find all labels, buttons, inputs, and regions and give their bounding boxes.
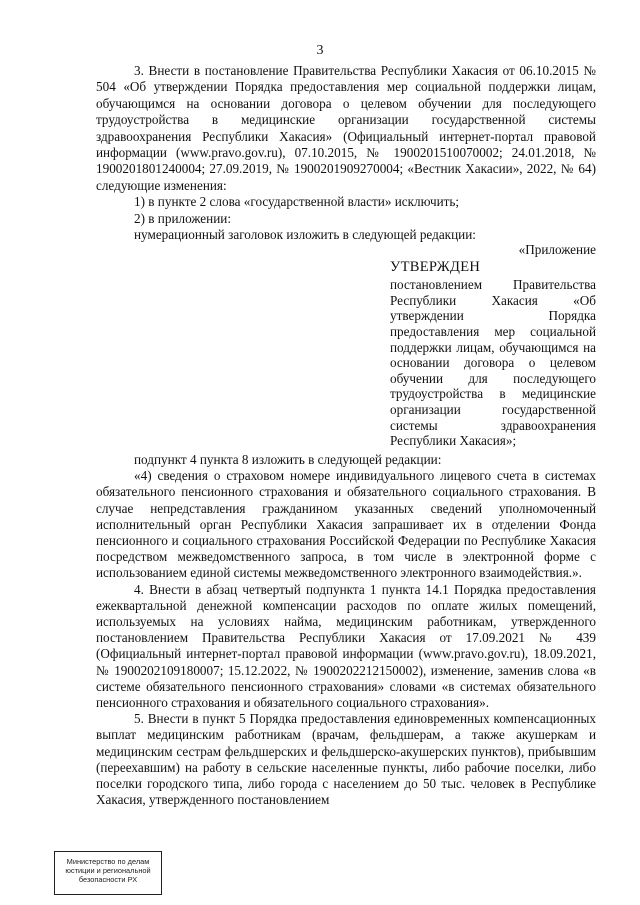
paragraph-subpoint-4-text: «4) сведения о страховом номере индивидуального лицевого счета в системах обязательного пенсионного страхования и обязательного социального страхования. В случае непредставления гражданином указанных сведений уполномоченный исполнительный орган Республики Хакасия запрашивает их в отделении Фонда пенсионного и социального страхования Российской Федерации по Республике Хакасия посредством межведомственного запроса, в том числе в электронной форме с использованием единой системы межведомственного электронного взаимодействия.». [96,468,596,581]
section-amendments-continued [96,452,596,808]
paragraph-heading-instruction: нумерационный заголовок изложить в следующей редакции: [134,227,476,243]
paragraph-subitem-2: 2) в приложении: [134,210,231,226]
paragraph-item-5: 5. Внести в пункт 5 Порядка предоставления единовременных компенсационных выплат медицинским работникам (врачам, фельдшерам, а также акушеркам и медицинским сестрам фельдшерских и фельдшерско-акушерских пунктов), прибывшим (переехавшим) на работу в сельские населенные пункты, либо рабочие поселки, либо поселки городского типа, либо города с населением до 50 тыс. человек в Республике Хакасия, утвержденного постановлением [96,711,596,808]
paragraph-subitem-1: 1) в пункте 2 слова «государственной власти» исключить; [134,194,460,210]
appendix-approved: УТВЕРЖДЕН [390,258,481,275]
stamp-line-2: юстиции и региональной [65,866,151,875]
appendix-description: постановлением Правительства Республики Хакасия «Об утверждении Порядка предоставления мер социальной поддержки лицам, обучающимся на основании договора о целевом обучении для последующего трудоустройства в медицинские организации государственной системы здравоохранения Республики Хакасия»; [390,277,596,449]
paragraph-item-4: 4. Внести в абзац четвертый подпункта 1 пункта 14.1 Порядка предоставления ежеквартальной денежной компенсации расходов по оплате жилых помещений, используемых на условиях найма, медицинским работникам, утвержденного постановлением Правительства Республики Хакасия от 17.09.2021 № 439 (Официальный интернет-портал правовой информации (www.pravo.gov.ru), 18.09.2021, № 1900202109180007; 15.12.2022, № 1900202212150002), изменение, заменив слова «в системе обязательного пенсионного страхования» словами «в системах обязательного пенсионного страхования и обязательного социального страхования». [96,581,596,711]
registration-stamp [54,851,162,895]
page-number: 3 [316,43,324,58]
appendix-block [390,242,596,449]
paragraph-item-3: 3. Внести в постановление Правительства Республики Хакасия от 06.10.2015 № 504 «Об утверждении Порядка предоставления мер социальной поддержки лицам, обучающимся на основании договора о целевом обучении для последующего трудоустройства в медицинские организации государственной системы здравоохранения Республики Хакасия» (Официальный интернет-портал правовой информации (www.pravo.gov.ru), 07.10.2015, № 1900201510070002; 24.01.2018, № 1900201801240004; 27.09.2019, № 1900201909270004; «Вестник Хакасии», 2022, № 64) следующие изменения: [96,63,596,193]
stamp-line-1: Министерство по делам [66,857,150,866]
appendix-label: «Приложение [518,242,596,257]
stamp-line-3: безопасности РХ [78,875,138,884]
section-amendments-intro [96,63,596,243]
paragraph-subpoint-instruction: подпункт 4 пункта 8 изложить в следующей редакции: [134,452,442,467]
